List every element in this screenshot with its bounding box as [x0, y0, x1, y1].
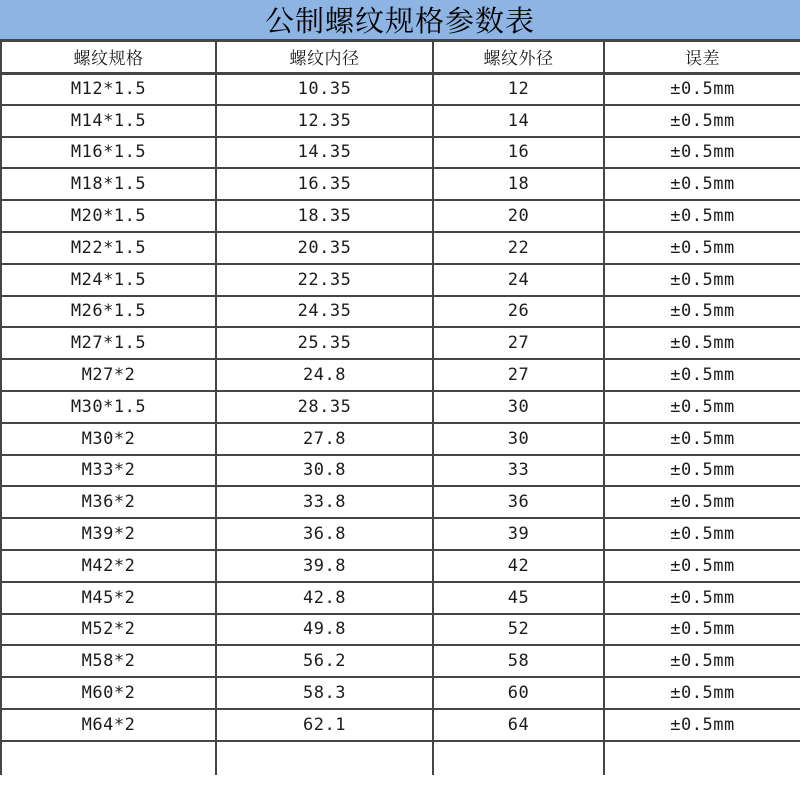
- table-row-partial: [1, 741, 800, 775]
- partial-row-cutoff: [1, 741, 800, 775]
- cell-tolerance: ±0.5mm: [604, 709, 800, 741]
- cell-thread-spec: M14*1.5: [1, 105, 216, 137]
- cell-inner-diameter: 49.8: [216, 614, 433, 646]
- cell-outer-diameter: 39: [433, 518, 604, 550]
- table-row: [1, 677, 800, 709]
- cell-thread-spec: M58*2: [1, 645, 216, 677]
- cell-thread-spec: M24*1.5: [1, 264, 216, 296]
- cell-outer-diameter: 27: [433, 359, 604, 391]
- cell-outer-diameter: 18: [433, 168, 604, 200]
- table-row: [1, 550, 800, 582]
- cell-tolerance: ±0.5mm: [604, 327, 800, 359]
- cell-outer-diameter: 60: [433, 677, 604, 709]
- cell-thread-spec: M64*2: [1, 709, 216, 741]
- cell-outer-diameter: 45: [433, 582, 604, 614]
- table-body: [1, 73, 800, 741]
- thread-spec-table: [0, 42, 800, 775]
- cell-thread-spec: M36*2: [1, 486, 216, 518]
- cell-inner-diameter: 56.2: [216, 645, 433, 677]
- cell-outer-diameter: 42: [433, 550, 604, 582]
- table-row: [1, 518, 800, 550]
- table-row: [1, 645, 800, 677]
- cell-outer-diameter: 22: [433, 232, 604, 264]
- cell-thread-spec: M22*1.5: [1, 232, 216, 264]
- cell-outer-diameter: 64: [433, 709, 604, 741]
- cell-thread-spec: M20*1.5: [1, 200, 216, 232]
- cell-thread-spec: M42*2: [1, 550, 216, 582]
- column-header-thread-spec: 螺纹规格: [1, 42, 216, 73]
- cell-outer-diameter: 26: [433, 296, 604, 328]
- cell-thread-spec: M26*1.5: [1, 296, 216, 328]
- cell-tolerance: ±0.5mm: [604, 582, 800, 614]
- table-row: [1, 232, 800, 264]
- cell-outer-diameter: 33: [433, 455, 604, 487]
- table-row: [1, 582, 800, 614]
- cell-outer-diameter: 24: [433, 264, 604, 296]
- cell-tolerance: ±0.5mm: [604, 423, 800, 455]
- page-title: 公制螺纹规格参数表: [0, 0, 800, 42]
- table-row: [1, 486, 800, 518]
- cell-thread-spec: M33*2: [1, 455, 216, 487]
- cell-thread-spec: M18*1.5: [1, 168, 216, 200]
- cell-outer-diameter: 58: [433, 645, 604, 677]
- cell-outer-diameter: [433, 741, 604, 775]
- cell-tolerance: ±0.5mm: [604, 391, 800, 423]
- cell-inner-diameter: 20.35: [216, 232, 433, 264]
- table-row: [1, 614, 800, 646]
- cell-outer-diameter: 14: [433, 105, 604, 137]
- table-row: [1, 73, 800, 105]
- cell-inner-diameter: 42.8: [216, 582, 433, 614]
- cell-outer-diameter: 12: [433, 73, 604, 105]
- cell-tolerance: ±0.5mm: [604, 486, 800, 518]
- cell-tolerance: ±0.5mm: [604, 645, 800, 677]
- cell-thread-spec: M27*2: [1, 359, 216, 391]
- table-row: [1, 168, 800, 200]
- cell-tolerance: [604, 741, 800, 775]
- table-row: [1, 327, 800, 359]
- cell-outer-diameter: 16: [433, 137, 604, 169]
- cell-outer-diameter: 36: [433, 486, 604, 518]
- column-header-outer-diameter: 螺纹外径: [433, 42, 604, 73]
- cell-inner-diameter: 10.35: [216, 73, 433, 105]
- cell-inner-diameter: [216, 741, 433, 775]
- cell-tolerance: ±0.5mm: [604, 232, 800, 264]
- cell-inner-diameter: 14.35: [216, 137, 433, 169]
- table-row: [1, 296, 800, 328]
- cell-tolerance: ±0.5mm: [604, 455, 800, 487]
- cell-tolerance: ±0.5mm: [604, 200, 800, 232]
- cell-thread-spec: M30*2: [1, 423, 216, 455]
- cell-inner-diameter: 24.35: [216, 296, 433, 328]
- cell-thread-spec: M52*2: [1, 614, 216, 646]
- cell-tolerance: ±0.5mm: [604, 614, 800, 646]
- cell-tolerance: ±0.5mm: [604, 264, 800, 296]
- cell-thread-spec: M30*1.5: [1, 391, 216, 423]
- cell-thread-spec: M45*2: [1, 582, 216, 614]
- table-row: [1, 105, 800, 137]
- cell-tolerance: ±0.5mm: [604, 518, 800, 550]
- cell-inner-diameter: 12.35: [216, 105, 433, 137]
- cell-inner-diameter: 27.8: [216, 423, 433, 455]
- cell-tolerance: ±0.5mm: [604, 359, 800, 391]
- cell-inner-diameter: 58.3: [216, 677, 433, 709]
- table-row: [1, 423, 800, 455]
- cell-thread-spec: [1, 741, 216, 775]
- table-row: [1, 137, 800, 169]
- cell-inner-diameter: 36.8: [216, 518, 433, 550]
- cell-inner-diameter: 16.35: [216, 168, 433, 200]
- table-row: [1, 264, 800, 296]
- cell-inner-diameter: 30.8: [216, 455, 433, 487]
- cell-inner-diameter: 39.8: [216, 550, 433, 582]
- cell-inner-diameter: 18.35: [216, 200, 433, 232]
- cell-inner-diameter: 22.35: [216, 264, 433, 296]
- table-row: [1, 455, 800, 487]
- cell-outer-diameter: 27: [433, 327, 604, 359]
- cell-inner-diameter: 24.8: [216, 359, 433, 391]
- cell-outer-diameter: 52: [433, 614, 604, 646]
- cell-inner-diameter: 62.1: [216, 709, 433, 741]
- table-header-row: [1, 42, 800, 73]
- column-header-tolerance: 误差: [604, 42, 800, 73]
- table-row: [1, 359, 800, 391]
- cell-tolerance: ±0.5mm: [604, 105, 800, 137]
- cell-tolerance: ±0.5mm: [604, 550, 800, 582]
- table-row: [1, 709, 800, 741]
- cell-tolerance: ±0.5mm: [604, 73, 800, 105]
- cell-thread-spec: M12*1.5: [1, 73, 216, 105]
- cell-outer-diameter: 30: [433, 423, 604, 455]
- cell-outer-diameter: 30: [433, 391, 604, 423]
- cell-inner-diameter: 25.35: [216, 327, 433, 359]
- table-row: [1, 200, 800, 232]
- cell-thread-spec: M16*1.5: [1, 137, 216, 169]
- cell-tolerance: ±0.5mm: [604, 137, 800, 169]
- cell-thread-spec: M60*2: [1, 677, 216, 709]
- cell-thread-spec: M27*1.5: [1, 327, 216, 359]
- cell-tolerance: ±0.5mm: [604, 296, 800, 328]
- cell-inner-diameter: 28.35: [216, 391, 433, 423]
- cell-tolerance: ±0.5mm: [604, 168, 800, 200]
- column-header-inner-diameter: 螺纹内径: [216, 42, 433, 73]
- table-row: [1, 391, 800, 423]
- cell-tolerance: ±0.5mm: [604, 677, 800, 709]
- cell-outer-diameter: 20: [433, 200, 604, 232]
- cell-thread-spec: M39*2: [1, 518, 216, 550]
- cell-inner-diameter: 33.8: [216, 486, 433, 518]
